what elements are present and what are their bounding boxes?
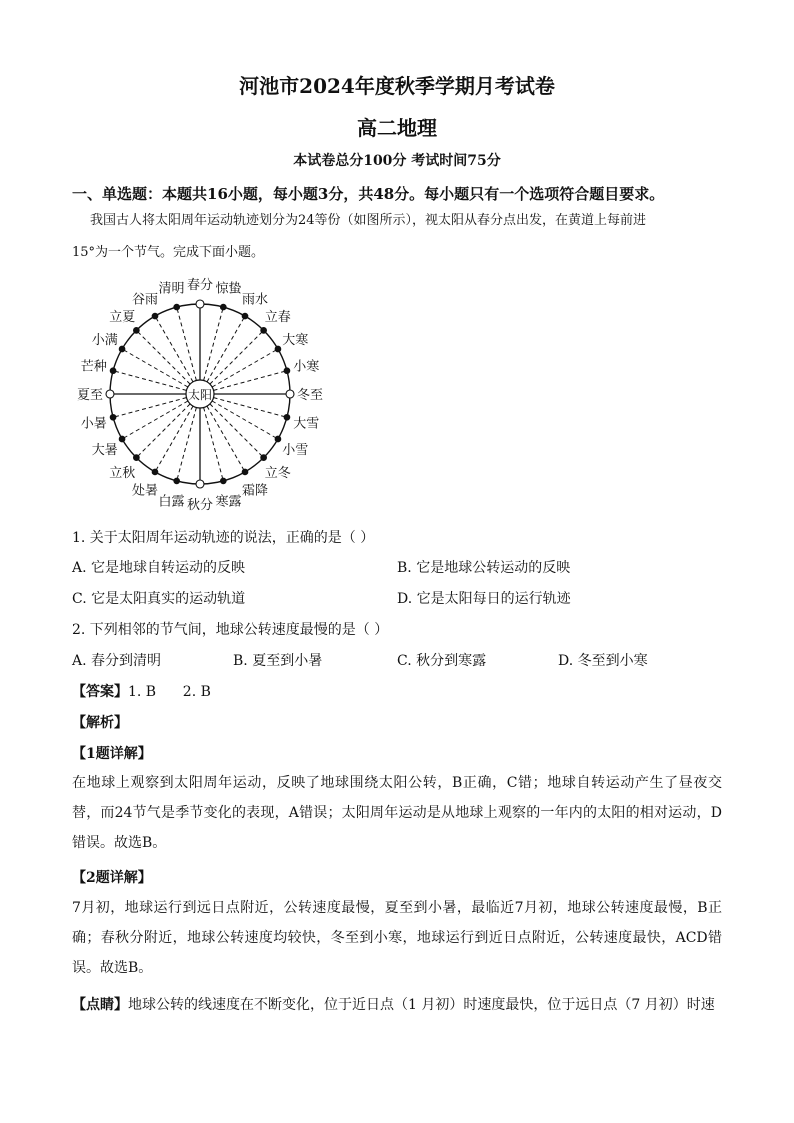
detail-1-text: 在地球上观察到太阳周年运动，反映了地球围绕太阳公转，B正确，C错；地球自转运动产生了昼夜交替，而24节气是季节变化的表现，A错误；太阳周年运动是从地球上观察的一年内的太阳的相对运动，D错误。故选B。 [72, 775, 722, 851]
term-label: 清明 [158, 281, 185, 297]
term-point [110, 414, 116, 420]
section-heading: 一、单选题：本题共16小题，每小题3分，共48分。每小题只有一个选项符合题目要求。 [72, 185, 665, 203]
term-label: 夏至 [76, 388, 104, 403]
term-point [242, 313, 248, 319]
spoke-line [214, 398, 287, 418]
spoke-line [136, 404, 190, 458]
term-point [134, 328, 140, 334]
intro-line-1: 我国古人将太阳周年运动轨迹划分为24等份（如图所示），视太阳从春分点出发，在黄道上每前进 [90, 213, 647, 228]
term-label: 小满 [91, 333, 118, 348]
page-title: 河池市2024年度秋季学期月考试卷 [239, 74, 555, 98]
term-label: 立冬 [264, 465, 291, 481]
term-label: 小雪 [282, 443, 309, 458]
term-label: 大雪 [293, 416, 320, 432]
question-1-option-c: C. 它是太阳真实的运动轨道 [72, 591, 246, 607]
tip-label: 【点睛】 [72, 997, 128, 1013]
term-point [119, 346, 125, 352]
term-point [286, 390, 294, 398]
spoke-line [204, 408, 224, 481]
term-label: 小暑 [80, 416, 107, 432]
detail-2-text: 7月初，地球运行到远日点附近，公转速度最慢，夏至到小暑，最临近7月初，地球公转速度最慢，B正确；春秋分附近，地球公转速度均较快，冬至到小寒，地球运行到近日点附近，公转速度最快，ACD错误。故选B。 [72, 900, 722, 976]
term-point [242, 469, 248, 475]
term-point [261, 455, 267, 461]
question-1-stem: 1. 关于太阳周年运动轨迹的说法，正确的是（ ） [72, 530, 375, 546]
question-2-option-b: B. 夏至到小暑 [233, 653, 323, 669]
term-label: 霜降 [241, 483, 269, 499]
term-label: 芒种 [80, 359, 107, 375]
question-2-option-d: D. 冬至到小寒 [558, 653, 648, 669]
term-point [174, 478, 180, 484]
spoke-line [210, 330, 264, 384]
term-point [152, 469, 158, 475]
spoke-line [207, 316, 245, 382]
term-label: 白露 [158, 494, 185, 510]
spoke-line [212, 401, 278, 439]
term-point [152, 313, 158, 319]
spoke-line [155, 406, 193, 472]
term-label: 大暑 [91, 443, 118, 458]
detail-1-label: 【1题详解】 [72, 746, 152, 762]
spoke-line [214, 371, 287, 391]
tip-row [72, 994, 715, 1014]
term-point [196, 480, 204, 488]
solar-terms-diagram [60, 270, 350, 515]
term-label: 秋分 [186, 498, 214, 513]
term-label: 小寒 [293, 359, 320, 375]
answer-row [72, 681, 211, 701]
question-1-option-b: B. 它是地球公转运动的反映 [397, 560, 571, 576]
page-subtitle: 高二地理 [357, 116, 437, 140]
exam-info: 本试卷总分100分 考试时间75分 [293, 153, 501, 169]
term-point [134, 455, 140, 461]
spoke-line [204, 307, 224, 380]
spoke-line [122, 401, 188, 439]
detail-2-label: 【2题详解】 [72, 870, 152, 886]
spoke-line [177, 307, 197, 380]
answer-label: 【答案】 [72, 684, 128, 700]
spoke-line [210, 404, 264, 458]
term-point [110, 368, 116, 374]
term-label: 谷雨 [131, 292, 159, 308]
intro-line-2: 15°为一个节气。完成下面小题。 [72, 245, 265, 260]
term-label: 立夏 [109, 310, 136, 326]
spoke-line [113, 371, 186, 391]
term-point [284, 414, 290, 420]
term-label: 寒露 [215, 494, 242, 510]
term-point [275, 436, 281, 442]
term-point [119, 436, 125, 442]
term-label: 处暑 [131, 483, 159, 499]
spoke-line [207, 406, 245, 472]
term-label: 立秋 [109, 465, 136, 481]
analysis-label: 【解析】 [72, 715, 128, 731]
spoke-line [155, 316, 193, 382]
term-point [220, 304, 226, 310]
question-1-option-d: D. 它是太阳每日的运行轨迹 [397, 591, 571, 607]
spoke-line [212, 349, 278, 387]
question-1-option-a: A. 它是地球自转运动的反映 [72, 560, 246, 576]
question-2-option-c: C. 秋分到寒露 [397, 653, 487, 669]
answer-text: 1. B 2. B [128, 684, 211, 700]
tip-text: 地球公转的线速度在不断变化，位于近日点（1 月初）时速度最快，位于远日点（7 月初）时速 [128, 997, 715, 1013]
term-label: 惊蛰 [215, 281, 242, 297]
term-point [174, 304, 180, 310]
term-point [284, 368, 290, 374]
question-2-stem: 2. 下列相邻的节气间，地球公转速度最慢的是（ ） [72, 622, 389, 638]
term-point [261, 328, 267, 334]
spoke-line [136, 330, 190, 384]
term-point [196, 300, 204, 308]
term-label: 大寒 [282, 333, 309, 348]
term-label: 春分 [186, 278, 214, 293]
term-label: 冬至 [296, 388, 324, 403]
term-label: 立春 [264, 310, 291, 326]
term-point [220, 478, 226, 484]
term-label: 雨水 [241, 292, 269, 308]
spoke-line [113, 398, 186, 418]
term-point [275, 346, 281, 352]
term-point [106, 390, 114, 398]
question-2-option-a: A. 春分到清明 [72, 653, 162, 669]
spoke-line [122, 349, 188, 387]
spoke-line [177, 408, 197, 481]
sun-label: 太阳 [187, 388, 213, 402]
